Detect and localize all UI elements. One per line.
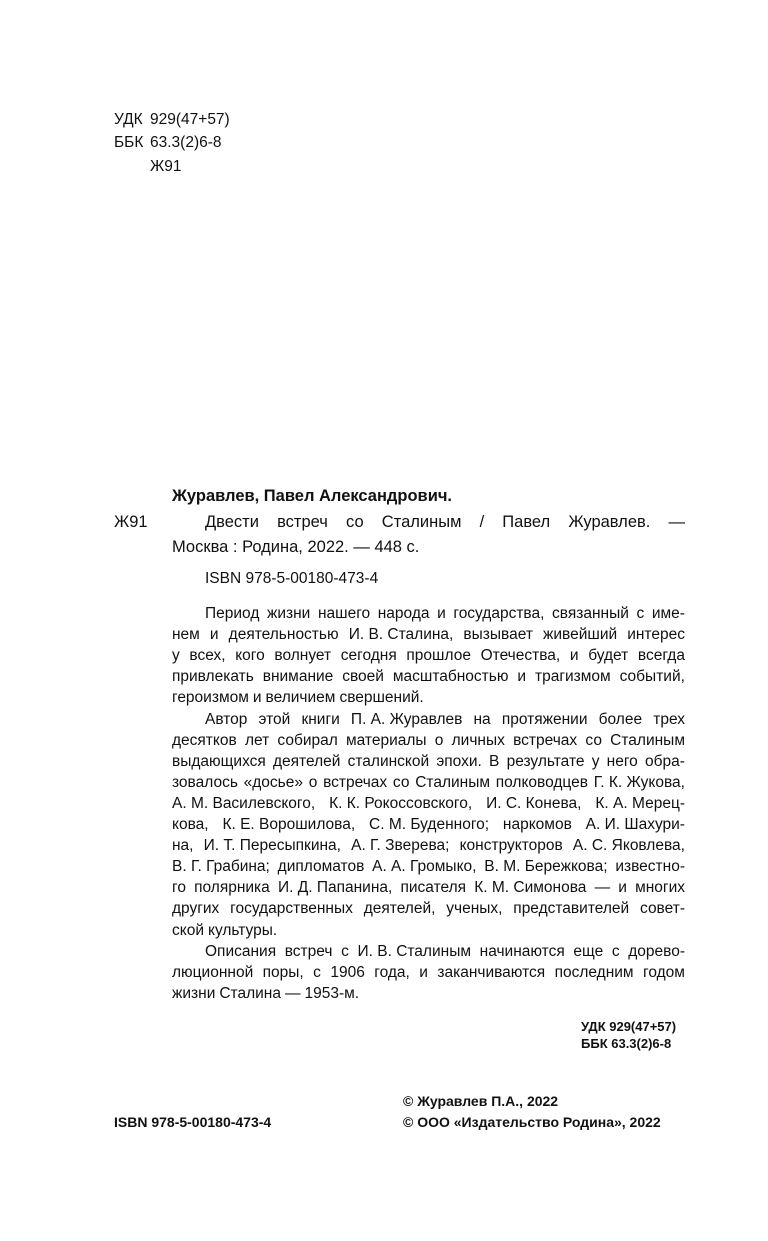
annotation-word: и [419, 963, 428, 981]
annotation-line [172, 835, 685, 856]
annotation-word: дипломатов [277, 858, 365, 876]
bbk-top [114, 133, 222, 152]
annotation-word: волнует [274, 647, 332, 665]
annotation-word: годом [643, 963, 685, 981]
annotation-word: прошлое [406, 647, 471, 665]
annotation-word: со [392, 773, 410, 791]
annotation-word: И. С. Конева, [486, 794, 582, 812]
annotation-word: сталинской [347, 752, 430, 770]
annotation-word: люционной [172, 963, 254, 981]
annotation-word: и [618, 879, 627, 897]
annotation-word: А. С. Яковлева, [572, 837, 685, 855]
annotation-word: полководцев [495, 773, 588, 791]
annotation-word: десятков [172, 731, 237, 749]
annotation-word: встречах [513, 731, 578, 749]
annotation-word: ской [172, 921, 204, 939]
annotation-word: В. М. Бережкова; [484, 858, 608, 876]
udk-bottom: УДК 929(47+57) [581, 1019, 677, 1034]
annotation-word: представителей [513, 900, 630, 918]
annotation-word: заканчиваются [437, 963, 546, 981]
annotation-line [172, 898, 685, 919]
annotation-word: Отечества, [480, 647, 561, 665]
annotation-word: полярника [194, 879, 270, 897]
annotation-word: него [606, 752, 638, 770]
annotation-word: «досье» [243, 773, 303, 791]
annotation-word: К. Е. Ворошилова, [222, 816, 356, 833]
annotation-word: книги [301, 710, 340, 728]
annotation-word: связанный [552, 605, 629, 622]
bbk-bottom: ББК 63.3(2)6-8 [581, 1036, 672, 1051]
annotation-line [205, 603, 685, 624]
annotation-word: А. А. Громыко, [372, 858, 477, 876]
bbk-value: 63.3(2)6-8 [150, 134, 222, 151]
annotation-word: интерес [627, 626, 685, 644]
annotation-line [205, 941, 685, 962]
annotation-word: личных [451, 731, 505, 749]
udk-value: 929(47+57) [150, 111, 230, 128]
annotation-line [172, 983, 685, 1004]
annotation-word: Автор [205, 710, 248, 728]
annotation-word: име- [651, 605, 685, 622]
annotation-word: К. А. Мерец- [595, 794, 685, 812]
annotation-word: 1906 [330, 963, 365, 981]
annotation-word: деятелей [273, 752, 341, 770]
annotation-word: лет [244, 731, 270, 749]
annotation-word: — [594, 879, 611, 897]
annotation-word: И. В. Сталина, [348, 626, 454, 644]
annotation-word: этой [258, 710, 291, 728]
annotation-word: других [172, 900, 220, 918]
annotation-word: Описания [205, 942, 277, 960]
annotation-word: протяжении [501, 710, 588, 728]
annotation-word: на [473, 710, 491, 728]
annotation-word: величием [265, 689, 336, 707]
annotation-word: Сталиным [610, 731, 685, 749]
annotation-word: обра- [644, 752, 685, 770]
annotation-line [172, 645, 685, 666]
annotation-word: встреч [284, 942, 333, 960]
annotation-line [172, 877, 685, 898]
annotation-word: нем [172, 626, 200, 644]
annotation-word: государства, [453, 605, 545, 622]
annotation-word: 1953-м. [304, 984, 360, 1002]
annotation-word: известно- [615, 858, 685, 876]
annotation-word: будет [588, 647, 629, 665]
annotation-word: трагизмом [535, 668, 611, 686]
annotation-word: выдающихся [172, 752, 266, 770]
annotation-line [172, 751, 685, 772]
annotation-word: И. В. Сталиным [357, 942, 471, 960]
annotation-word: ученых, [446, 900, 503, 918]
annotation-word: о [308, 773, 318, 791]
annotation-line [172, 687, 685, 708]
annotation-line [205, 709, 685, 730]
author-mark: Ж91 [114, 513, 148, 531]
annotation-word: внимание [262, 668, 334, 686]
annotation-word: событий, [619, 668, 685, 686]
annotation-word: го [172, 879, 186, 897]
annotation-line [172, 814, 685, 835]
annotation-word: государственных [230, 900, 353, 918]
author-heading: Журавлев, Павел Александрович. [172, 487, 453, 505]
annotation-word: конструкторов [459, 837, 563, 855]
annotation-word: у [172, 647, 180, 665]
annotation-word: с [636, 605, 645, 622]
annotation-word: собирал [277, 731, 338, 749]
annotation-word: нашего [317, 605, 371, 622]
annotation-word: кова, [172, 816, 209, 833]
annotation-word: дорево- [628, 942, 685, 960]
annotation-word: И. Д. Папанина, [277, 879, 393, 897]
udk-label: УДК [114, 111, 143, 128]
annotation-word: всех, [189, 647, 226, 665]
annotation-word: Сталиным [415, 773, 491, 791]
annotation-word: и [437, 605, 446, 622]
annotation-word: встречах [323, 773, 388, 791]
annotation-word: совет- [640, 900, 685, 918]
annotation-word: — [284, 984, 301, 1002]
annotation-word: и [517, 668, 527, 686]
annotation-word: эпохи. [436, 752, 482, 770]
annotation-line [172, 856, 685, 877]
annotation-word: Г. К. Жукова, [593, 773, 685, 791]
imprint-line: Москва : Родина, 2022. — 448 с. [172, 538, 420, 556]
annotation-word: со [585, 731, 602, 749]
annotation-word: К. К. Рокоссовского, [329, 794, 473, 812]
annotation-word: А. И. Шахури- [585, 816, 685, 833]
annotation-word: с [341, 942, 349, 960]
annotation-word: начинаются [479, 942, 565, 960]
annotation-word: у [591, 752, 600, 770]
annotation-word: на, [172, 837, 194, 855]
annotation-word: кого [235, 647, 265, 665]
book-title-line: Двести встреч со Сталиным / Павел Журавлев. — [205, 513, 685, 531]
annotation-word: В. Г. Грабина; [172, 858, 270, 876]
annotation-word: А. М. Василевского, [172, 794, 316, 812]
annotation-word: более [598, 710, 643, 728]
annotation-word: с [611, 942, 620, 960]
bbk-label: ББК [114, 134, 144, 151]
annotation-word: последним [554, 963, 634, 981]
annotation-word: и [209, 626, 219, 644]
annotation-word: С. М. Буденного; [369, 816, 490, 833]
annotation-word: И. Т. Пересыпкина, [203, 837, 341, 855]
annotation-word: результате [506, 752, 585, 770]
annotation-word: года, [374, 963, 410, 981]
annotation-word: свершений. [339, 689, 424, 707]
udk-top [114, 110, 230, 129]
annotation-line [172, 793, 685, 814]
annotation-line [172, 920, 685, 941]
annotation-word: культуры. [207, 921, 278, 939]
annotation-word: еще [573, 942, 604, 960]
annotation-word: вызывает [463, 626, 533, 644]
annotation-word: Период [205, 605, 260, 622]
annotation-word: материалы [346, 731, 427, 749]
annotation-word: всегда [637, 647, 685, 665]
isbn-record: ISBN 978-5-00180-473-4 [205, 570, 379, 587]
annotation-word: привлекать [172, 668, 254, 686]
annotation-word: Сталина [219, 984, 281, 1002]
annotation-word: героизмом [172, 689, 249, 707]
annotation-line [172, 962, 685, 983]
annotation-word: и [252, 689, 262, 707]
annotation-word: П. А. Журавлев [350, 710, 463, 728]
annotation-word: деятельностью [228, 626, 339, 644]
copyright-author: © Журавлев П.А., 2022 [403, 1093, 559, 1109]
annotation-word: о [434, 731, 444, 749]
copyright-publisher: © ООО «Издательство Родина», 2022 [403, 1114, 661, 1130]
annotation-line [172, 772, 685, 793]
annotation-word: многих [635, 879, 685, 897]
annotation-word: и [569, 647, 579, 665]
annotation-word: жизни [172, 984, 216, 1002]
annotation-word: живейший [543, 626, 618, 644]
annotation-word: зовалось [172, 773, 238, 791]
annotation-word: наркомов [502, 816, 572, 833]
annotation-word: поры, [262, 963, 304, 981]
annotation-line [172, 624, 685, 645]
annotation-word: жизни [266, 605, 311, 622]
isbn-footer: ISBN 978-5-00180-473-4 [114, 1114, 272, 1130]
author-mark-top: Ж91 [150, 158, 182, 175]
annotation-word: трех [653, 710, 685, 728]
annotation-word: сегодня [340, 647, 397, 665]
annotation-line [172, 730, 685, 751]
annotation-word: В [489, 752, 500, 770]
annotation-line [172, 666, 685, 687]
annotation-word: с [313, 963, 321, 981]
annotation-word: К. М. Симонова [474, 879, 587, 897]
annotation-word: своей [342, 668, 384, 686]
annotation-word: народа [377, 605, 430, 622]
annotation-word: масштабностью [392, 668, 509, 686]
annotation-word: писателя [400, 879, 467, 897]
annotation-word: деятелей, [363, 900, 436, 918]
annotation-word: А. Г. Зверева; [351, 837, 450, 855]
